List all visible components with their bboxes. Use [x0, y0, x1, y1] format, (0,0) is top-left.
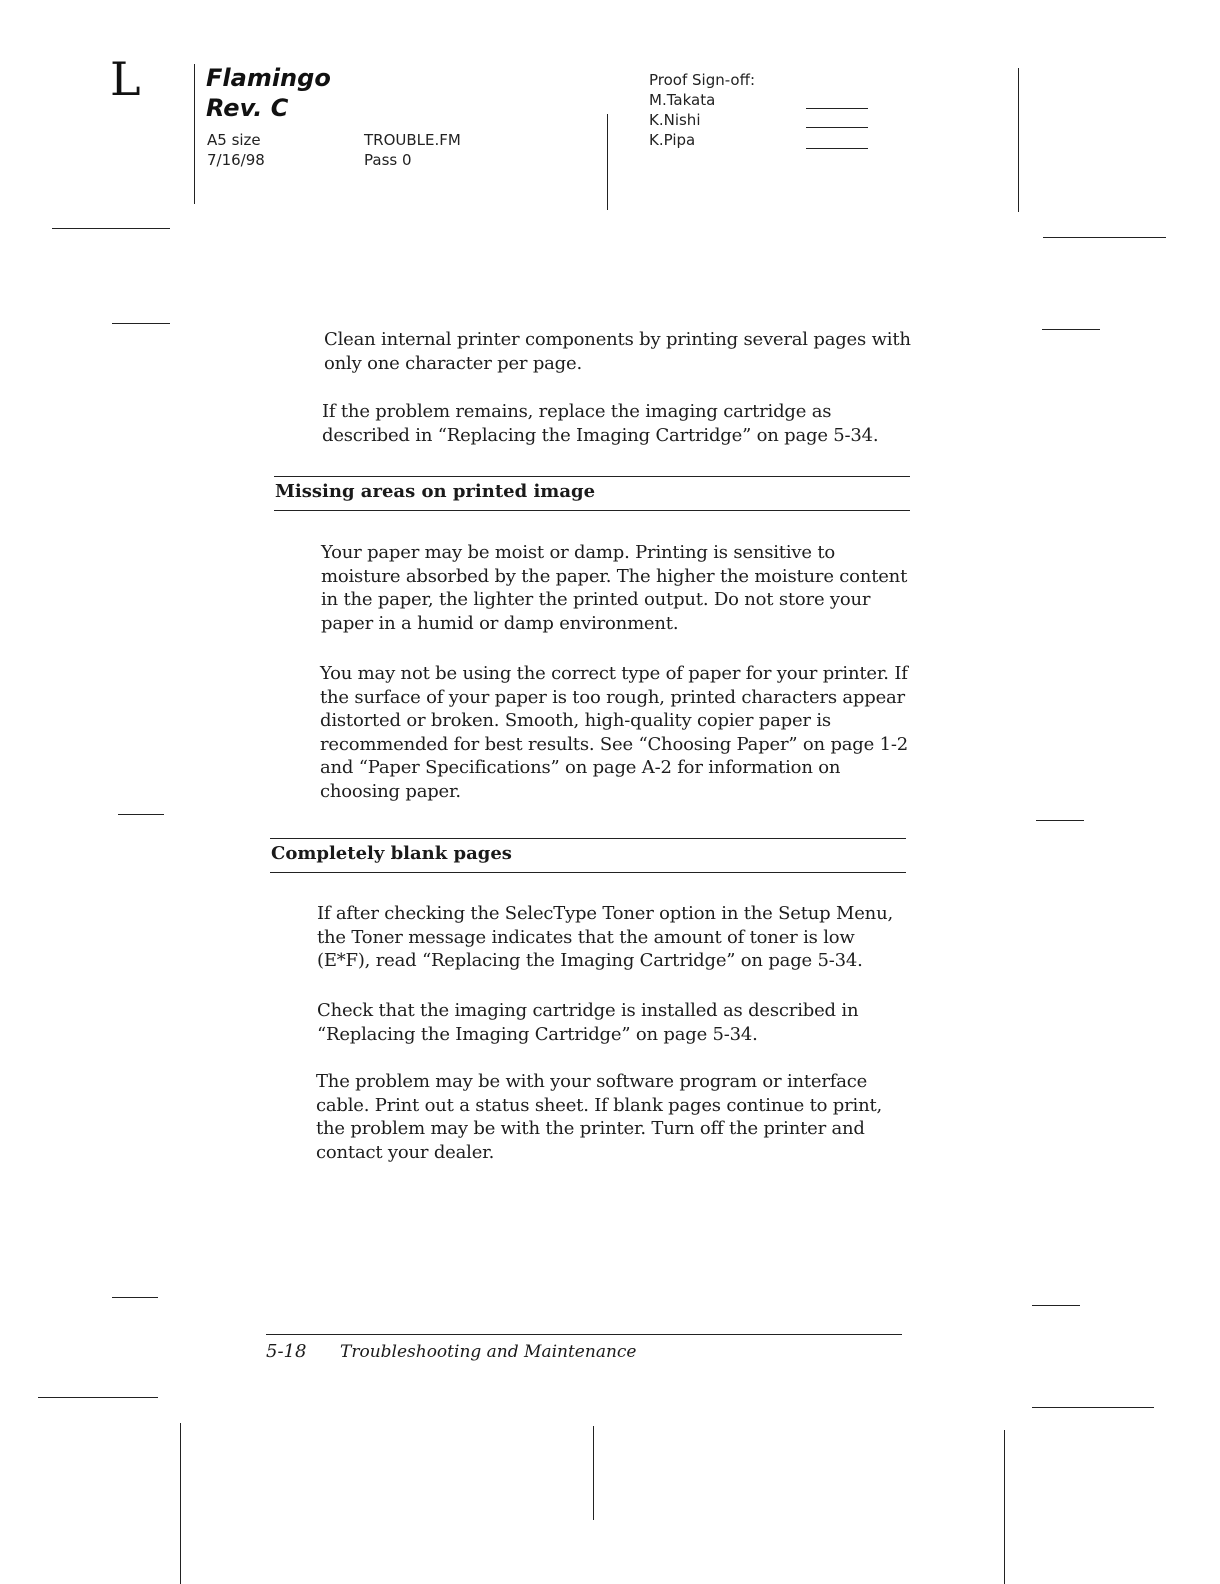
header-right-rule: [1018, 68, 1019, 212]
signer-1: M.Takata: [649, 91, 716, 109]
section-heading-blank-pages: Completely blank pages: [271, 843, 512, 864]
proof-signoff-label: Proof Sign-off:: [649, 71, 755, 89]
crop-mark: [593, 1426, 594, 1520]
missing-areas-paragraph-2: You may not be using the correct type of paper for your printer. If the surface of your paper is too rough, printed characters appear distorted or broken. Smooth, high-quality copier paper is recommended for best results. See “Choosing Paper” on page 1-2 and “Paper Specifications” on page A-2 for information on choosing paper.: [320, 663, 908, 802]
signature-line-2: [806, 127, 868, 128]
intro-paragraph-2: If the problem remains, replace the imaging cartridge as described in “Replacing the Imaging Cartridge” on page 5-34.: [322, 401, 879, 446]
blank-pages-paragraph-3: The problem may be with your software program or interface cable. Print out a status sheet. If blank pages continue to print, the problem may be with the printer. Turn off the printer and contact your dealer.: [316, 1071, 883, 1163]
corner-mark: L: [110, 52, 141, 106]
chapter-title: Troubleshooting and Maintenance: [340, 1342, 637, 1362]
section-rule-top: [274, 476, 910, 477]
signature-line-3: [806, 148, 868, 149]
pass-number: Pass 0: [364, 151, 412, 169]
paper-size: A5 size: [207, 131, 261, 149]
file-name: TROUBLE.FM: [364, 131, 461, 149]
crop-mark: [180, 1423, 181, 1584]
section-heading-missing-areas: Missing areas on printed image: [275, 481, 596, 502]
crop-mark: [1042, 329, 1100, 330]
header-middle-rule: [607, 114, 608, 210]
section-rule-bottom: [274, 510, 910, 511]
section-rule-bottom: [270, 872, 906, 873]
header-left-rule: [194, 64, 195, 204]
crop-mark: [118, 814, 164, 815]
crop-mark: [1032, 1407, 1154, 1408]
blank-pages-paragraph-1: If after checking the SelecType Toner option in the Setup Menu, the Toner message indicates that the amount of toner is low (E*F), read “Replacing the Imaging Cartridge” on page 5-34.: [317, 903, 893, 971]
crop-mark: [52, 228, 170, 229]
crop-mark: [112, 1297, 158, 1298]
footer-rule: [266, 1334, 902, 1335]
crop-mark: [112, 323, 170, 324]
section-rule-top: [270, 838, 906, 839]
signature-line-1: [806, 108, 868, 109]
crop-mark: [38, 1397, 158, 1398]
crop-mark: [1004, 1430, 1005, 1584]
crop-mark: [1032, 1305, 1080, 1306]
document-date: 7/16/98: [207, 151, 265, 169]
signer-3: K.Pipa: [649, 131, 696, 149]
blank-pages-paragraph-2: Check that the imaging cartridge is installed as described in “Replacing the Imaging Cartridge” on page 5-34.: [317, 1000, 859, 1045]
signer-2: K.Nishi: [649, 111, 701, 129]
revision: Rev. C: [206, 94, 289, 122]
intro-paragraph-1: Clean internal printer components by printing several pages with only one character per page.: [324, 329, 911, 374]
crop-mark: [1036, 820, 1084, 821]
missing-areas-paragraph-1: Your paper may be moist or damp. Printing is sensitive to moisture absorbed by the paper. The higher the moisture content in the paper, the lighter the printed output. Do not store your paper in a humid or damp environment.: [321, 542, 908, 634]
crop-mark: [1043, 237, 1166, 238]
product-name: Flamingo: [206, 64, 331, 92]
page-number: 5-18: [266, 1341, 307, 1362]
